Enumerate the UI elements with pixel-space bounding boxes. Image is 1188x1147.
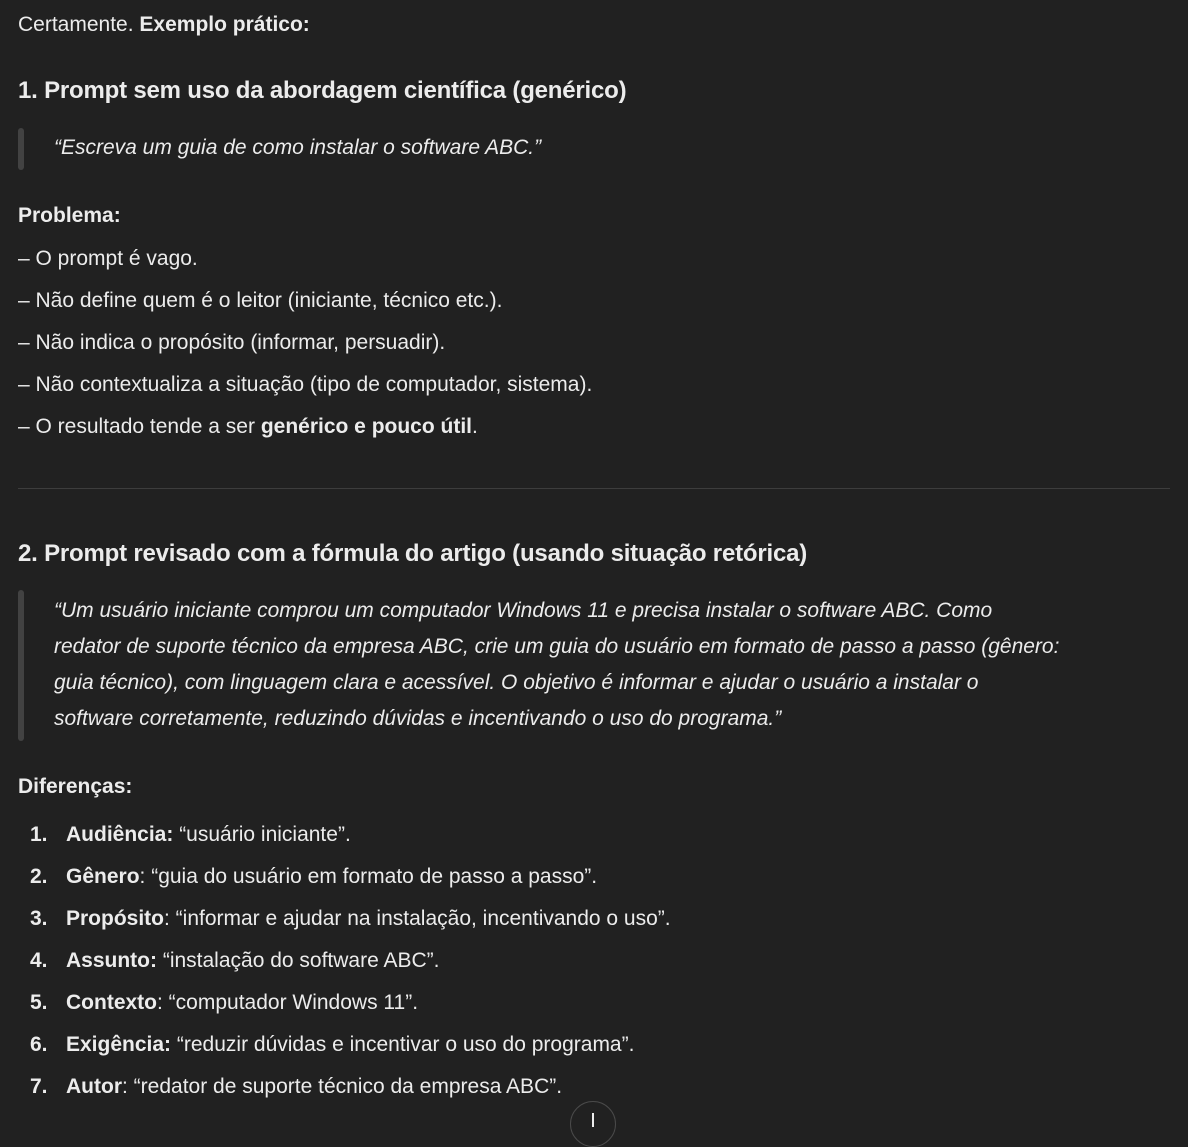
item-term: Gênero (66, 865, 140, 888)
item-value: : “computador Windows 11”. (157, 991, 419, 1014)
item-value: “reduzir dúvidas e incentivar o uso do programa”. (171, 1033, 635, 1056)
difference-item (18, 988, 671, 1030)
item-number: 6. (30, 1033, 48, 1056)
problem-item-text: – O prompt é vago. (18, 247, 198, 270)
difference-item (18, 862, 671, 904)
item-number: 5. (30, 991, 48, 1014)
item-term: Propósito (66, 907, 164, 930)
difference-item (18, 1030, 671, 1072)
problem-list (18, 244, 592, 454)
item-term: Exigência: (66, 1033, 172, 1056)
problem-item (18, 370, 592, 412)
quote-line: software corretamente, reduzindo dúvidas e incentivando o uso do programa.” (54, 707, 782, 730)
item-term: Audiência: (66, 823, 174, 846)
arrow-down-icon (592, 1113, 594, 1127)
differences-label: Diferenças: (18, 775, 133, 798)
difference-item (18, 820, 671, 862)
section-2-heading: 2. Prompt revisado com a fórmula do artigo (usando situação retórica) (18, 540, 808, 567)
blockquote-bar (18, 590, 24, 741)
item-number: 1. (30, 823, 48, 846)
item-value: : “redator de suporte técnico da empresa ABC”. (122, 1075, 563, 1098)
item-value: : “informar e ajudar na instalação, incentivando o uso”. (164, 907, 671, 930)
item-number: 2. (30, 865, 48, 888)
intro-line (18, 10, 310, 40)
item-number: 4. (30, 949, 48, 972)
item-number: 3. (30, 907, 48, 930)
quote-line: redator de suporte técnico da empresa ABC, crie um guia do usuário em formato de passo a passo (gênero: (54, 635, 1060, 658)
problem-item (18, 412, 592, 454)
problem-item-text: – Não define quem é o leitor (iniciante, técnico etc.). (18, 289, 503, 312)
scroll-to-bottom-button[interactable] (570, 1101, 616, 1147)
item-value: “usuário iniciante”. (173, 823, 351, 846)
section-2-blockquote (18, 593, 1164, 737)
quote-line: “Um usuário iniciante comprou um computador Windows 11 e precisa instalar o software ABC. Como (54, 599, 993, 622)
item-value: “instalação do software ABC”. (157, 949, 440, 972)
differences-list (18, 820, 671, 1114)
quote-line: “Escreva um guia de como instalar o software ABC.” (54, 136, 542, 159)
problem-item-end: . (472, 415, 478, 438)
problem-item-text: – Não indica o propósito (informar, persuadir). (18, 331, 446, 354)
problem-item (18, 244, 592, 286)
problem-item-emphasis: genérico e pouco útil (260, 415, 473, 438)
section-divider (18, 488, 1170, 489)
difference-item (18, 1072, 671, 1114)
item-value: : “guia do usuário em formato de passo a passo”. (139, 865, 598, 888)
item-number: 7. (30, 1075, 48, 1098)
quote-line: guia técnico), com linguagem clara e acessível. O objetivo é informar e ajudar o usuário a instalar o (54, 671, 979, 694)
difference-item (18, 946, 671, 988)
problem-label: Problema: (18, 204, 121, 227)
intro-bold: Exemplo prático: (139, 13, 310, 36)
intro-plain: Certamente. (18, 13, 134, 36)
problem-item-text: – O resultado tende a ser (18, 415, 261, 438)
item-term: Assunto: (66, 949, 157, 972)
item-term: Contexto (66, 991, 157, 1014)
section-1-blockquote (18, 130, 1164, 166)
problem-item (18, 286, 592, 328)
problem-item-text: – Não contextualiza a situação (tipo de computador, sistema). (18, 373, 593, 396)
section-1-heading: 1. Prompt sem uso da abordagem científica (genérico) (18, 77, 627, 104)
item-term: Autor (66, 1075, 122, 1098)
problem-item (18, 328, 592, 370)
difference-item (18, 904, 671, 946)
blockquote-bar (18, 128, 24, 170)
